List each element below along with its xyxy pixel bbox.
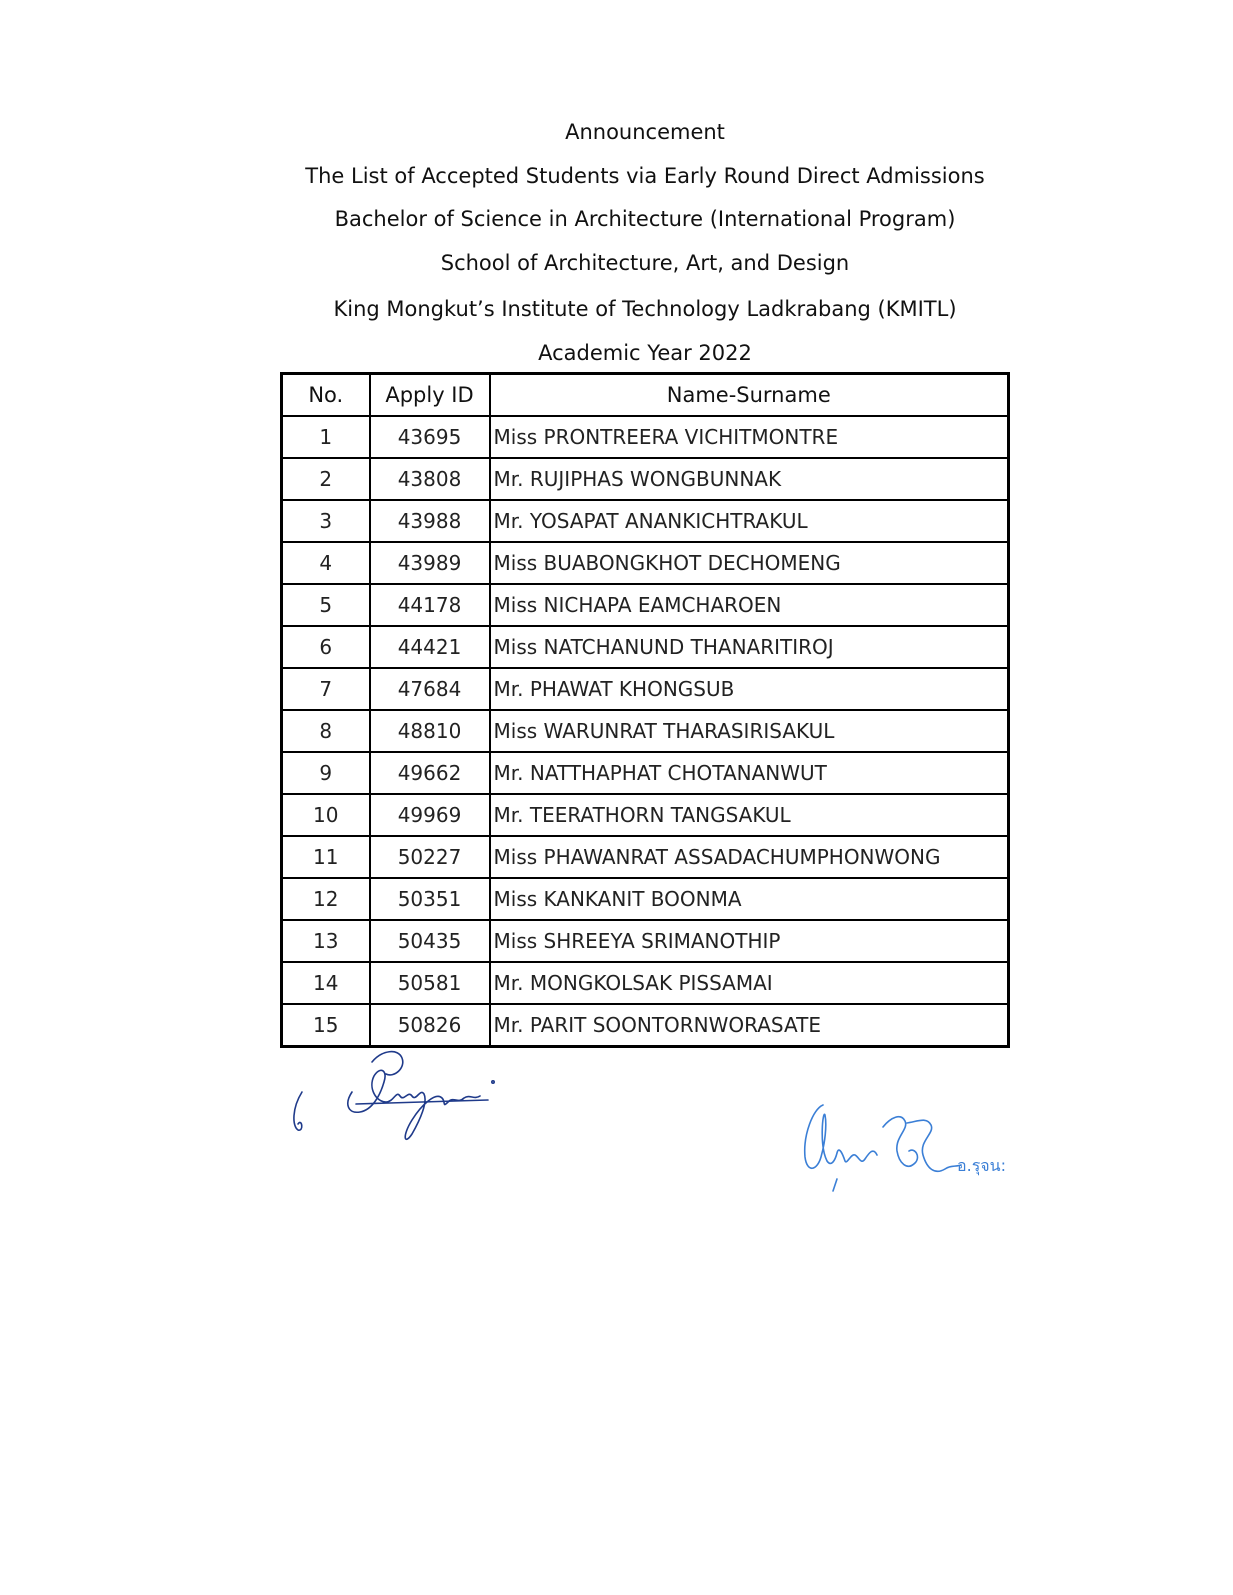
apply-id-cell: 50435 <box>370 920 490 962</box>
heading-academic-year: Academic Year 2022 <box>538 341 752 365</box>
student-name-cell: Mr. PHAWAT KHONGSUB <box>490 668 1009 710</box>
apply-id-cell: 48810 <box>370 710 490 752</box>
row-number-cell: 5 <box>282 584 370 626</box>
student-name-cell: Miss NATCHANUND THANARITIROJ <box>490 626 1009 668</box>
table-row <box>282 794 1009 836</box>
table-row <box>282 878 1009 920</box>
apply-id-cell: 49969 <box>370 794 490 836</box>
student-name-cell: Miss PRONTREERA VICHITMONTRE <box>490 416 1009 458</box>
apply-id-cell: 49662 <box>370 752 490 794</box>
apply-id-cell: 43695 <box>370 416 490 458</box>
heading-school: School of Architecture, Art, and Design <box>440 251 850 275</box>
table-row <box>282 752 1009 794</box>
accepted-students-table <box>280 372 1010 1048</box>
table-body <box>282 416 1009 1047</box>
table-row <box>282 626 1009 668</box>
table-row <box>282 416 1009 458</box>
table-row <box>282 668 1009 710</box>
row-number-cell: 2 <box>282 458 370 500</box>
student-name-cell: Miss SHREEYA SRIMANOTHIP <box>490 920 1009 962</box>
apply-id-cell: 50227 <box>370 836 490 878</box>
student-name-cell: Miss KANKANIT BOONMA <box>490 878 1009 920</box>
heading-program: Bachelor of Science in Architecture (International Program) <box>334 207 956 231</box>
apply-id-cell: 44421 <box>370 626 490 668</box>
row-number-cell: 4 <box>282 542 370 584</box>
row-number-cell: 10 <box>282 794 370 836</box>
column-header-no: No. <box>282 374 370 417</box>
row-number-cell: 14 <box>282 962 370 1004</box>
student-name-cell: Mr. TEERATHORN TANGSAKUL <box>490 794 1009 836</box>
heading-institute: King Mongkut’s Institute of Technology Ladkrabang (KMITL) <box>333 297 957 321</box>
row-number-cell: 15 <box>282 1004 370 1047</box>
row-number-cell: 13 <box>282 920 370 962</box>
row-number-cell: 7 <box>282 668 370 710</box>
table-row <box>282 710 1009 752</box>
apply-id-cell: 47684 <box>370 668 490 710</box>
student-name-cell: Mr. MONGKOLSAK PISSAMAI <box>490 962 1009 1004</box>
table-row <box>282 1004 1009 1047</box>
table-header-row <box>282 374 1009 417</box>
table-row <box>282 458 1009 500</box>
student-name-cell: Miss PHAWANRAT ASSADACHUMPHONWONG <box>490 836 1009 878</box>
row-number-cell: 12 <box>282 878 370 920</box>
student-name-cell: Mr. RUJIPHAS WONGBUNNAK <box>490 458 1009 500</box>
table-row <box>282 584 1009 626</box>
student-name-cell: Miss BUABONGKHOT DECHOMENG <box>490 542 1009 584</box>
table-row <box>282 542 1009 584</box>
row-number-cell: 9 <box>282 752 370 794</box>
apply-id-cell: 50581 <box>370 962 490 1004</box>
student-name-cell: Mr. YOSAPAT ANANKICHTRAKUL <box>490 500 1009 542</box>
row-number-cell: 8 <box>282 710 370 752</box>
table-row <box>282 920 1009 962</box>
row-number-cell: 3 <box>282 500 370 542</box>
row-number-cell: 6 <box>282 626 370 668</box>
student-name-cell: Mr. NATTHAPHAT CHOTANANWUT <box>490 752 1009 794</box>
right-signature <box>795 1095 1035 1205</box>
student-name-cell: Mr. PARIT SOONTORNWORASATE <box>490 1004 1009 1047</box>
apply-id-cell: 44178 <box>370 584 490 626</box>
student-name-cell: Miss WARUNRAT THARASIRISAKUL <box>490 710 1009 752</box>
row-number-cell: 1 <box>282 416 370 458</box>
row-number-cell: 11 <box>282 836 370 878</box>
apply-id-cell: 50351 <box>370 878 490 920</box>
table-row <box>282 500 1009 542</box>
heading-announcement: Announcement <box>565 120 725 144</box>
apply-id-cell: 43808 <box>370 458 490 500</box>
apply-id-cell: 43988 <box>370 500 490 542</box>
column-header-name: Name-Surname <box>490 374 1009 417</box>
column-header-apply-id: Apply ID <box>370 374 490 417</box>
apply-id-cell: 43989 <box>370 542 490 584</box>
table-row <box>282 836 1009 878</box>
apply-id-cell: 50826 <box>370 1004 490 1047</box>
left-signature <box>290 1040 510 1150</box>
student-name-cell: Miss NICHAPA EAMCHAROEN <box>490 584 1009 626</box>
right-signature-handwritten-text: อ.รุจน: <box>957 1156 1006 1175</box>
table-row <box>282 962 1009 1004</box>
heading-list-title: The List of Accepted Students via Early Round Direct Admissions <box>305 164 985 188</box>
